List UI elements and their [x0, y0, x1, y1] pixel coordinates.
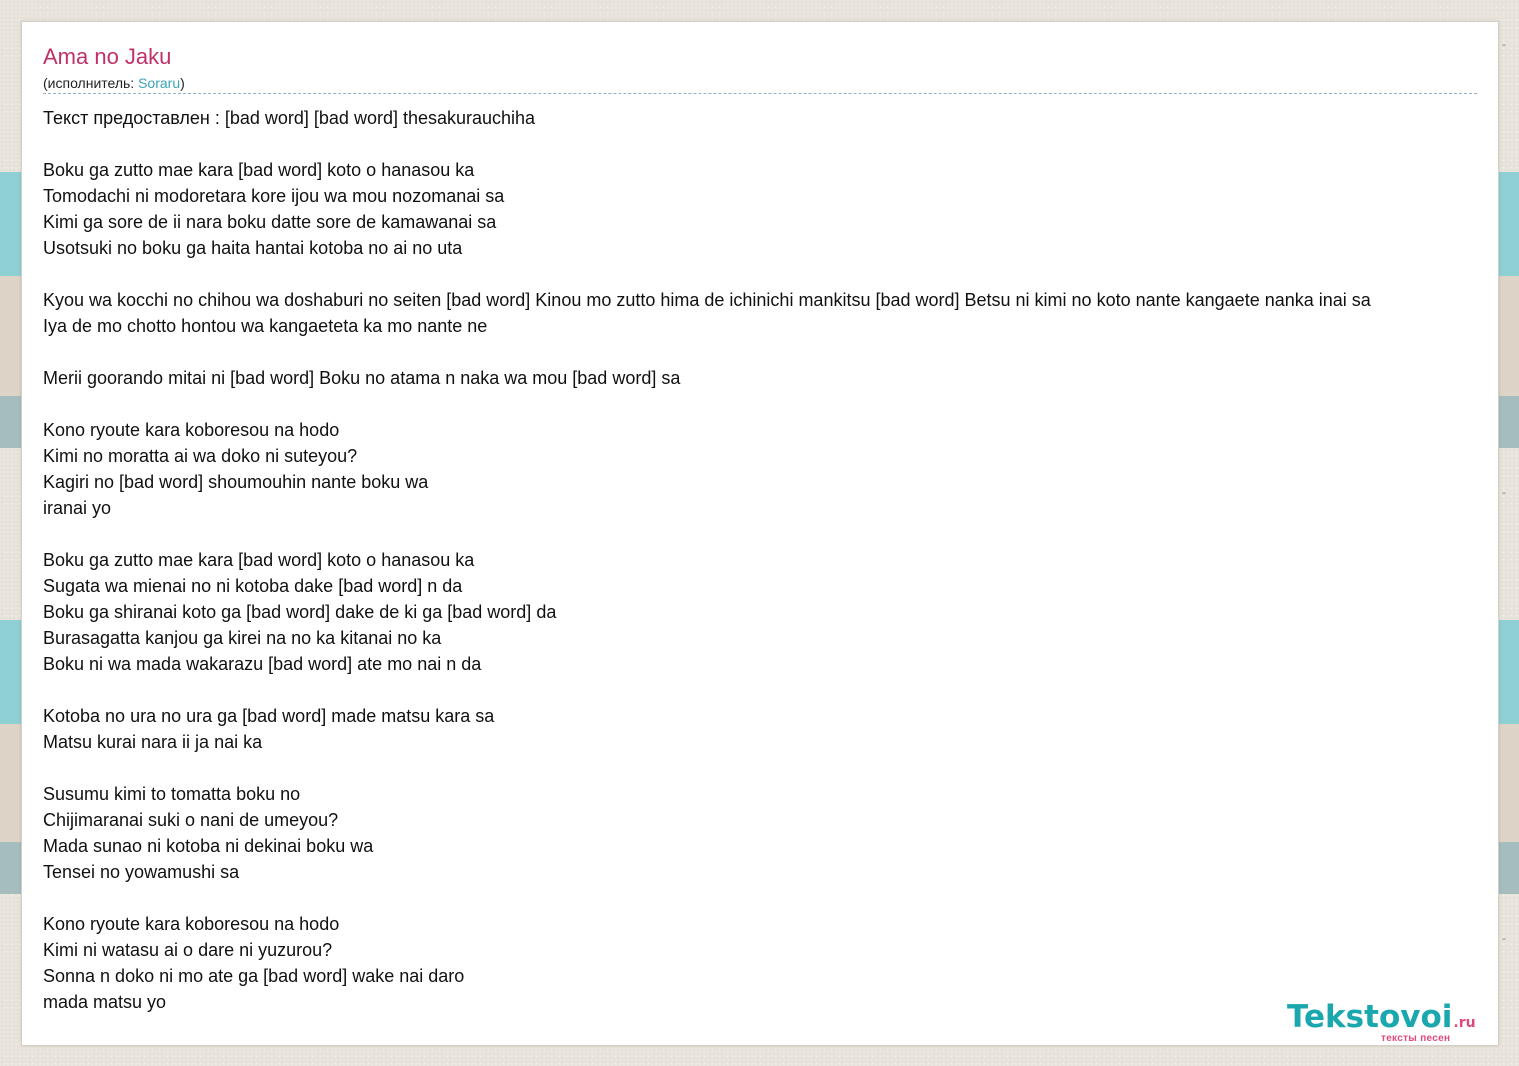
lyric-line: Mada sunao ni kotoba ni dekinai boku wa — [43, 836, 374, 856]
edge-mark: - — [1502, 932, 1506, 945]
lyrics-text — [43, 105, 1499, 1015]
lyric-line: Kagiri no [bad word] shoumouhin nante boku wa — [43, 472, 429, 492]
lyric-line: Kono ryoute kara koboresou na hodo — [43, 420, 340, 440]
lyric-line — [43, 339, 1499, 365]
lyric-line: Boku ni wa mada wakarazu [bad word] ate mo nai n da — [43, 654, 482, 674]
edge-mark: - — [1502, 38, 1506, 51]
lyric-line — [43, 885, 1499, 911]
artist-suffix: ) — [180, 75, 185, 91]
lyric-line: Kimi no moratta ai wa doko ni suteyou? — [43, 446, 358, 466]
lyric-line: Tomodachi ni modoretara kore ijou wa mou nozomanai sa — [43, 186, 505, 206]
lyric-line: Iya de mo chotto hontou wa kangaeteta ka mo nante ne — [43, 316, 488, 336]
lyric-line: Tensei no yowamushi sa — [43, 862, 240, 882]
lyric-line: Текст предоставлен : [bad word] [bad word] thesakurauchiha — [43, 108, 536, 128]
lyric-line: Kimi ga sore de ii nara boku datte sore de kamawanai sa — [43, 212, 497, 232]
lyric-line: Kotoba no ura no ura ga [bad word] made matsu kara sa — [43, 706, 495, 726]
lyric-line — [43, 131, 1499, 157]
site-logo[interactable] — [1287, 1000, 1497, 1044]
lyric-line: Kono ryoute kara koboresou na hodo — [43, 914, 340, 934]
lyric-line: Matsu kurai nara ii ja nai ka — [43, 732, 263, 752]
lyric-line — [43, 677, 1499, 703]
lyric-line: Burasagatta kanjou ga kirei na no ka kitanai no ka — [43, 628, 442, 648]
lyric-line — [43, 261, 1499, 287]
lyric-line: Boku ga zutto mae kara [bad word] koto o hanasou ka — [43, 160, 475, 180]
lyric-line: Sugata wa mienai no ni kotoba dake [bad word] n da — [43, 576, 463, 596]
logo-tagline: тексты песен — [1381, 1033, 1451, 1044]
lyric-line: iranai yo — [43, 498, 112, 518]
lyric-line — [43, 391, 1499, 417]
artist-prefix: (исполнитель: — [43, 75, 139, 91]
lyric-line: mada matsu yo — [43, 992, 167, 1012]
logo-tld: .ru — [1453, 1015, 1476, 1031]
title-divider — [43, 93, 1477, 94]
lyric-line: Susumu kimi to tomatta boku no — [43, 784, 301, 804]
lyric-line — [43, 521, 1499, 547]
lyric-line — [43, 755, 1499, 781]
lyric-line: Boku ga shiranai koto ga [bad word] dake de ki ga [bad word] da — [43, 602, 557, 622]
lyric-line: Kyou wa kocchi no chihou wa doshaburi no seiten [bad word] Kinou mo zutto hima de ichinichi mankitsu [bad word] Betsu ni kimi no koto nante kangaete nanka inai sa — [43, 290, 1371, 310]
song-title: Ama no Jaku — [43, 44, 172, 69]
lyrics-card — [21, 21, 1499, 1046]
artist-link[interactable]: Soraru — [138, 75, 181, 91]
lyric-line: Chijimaranai suki o nani de umeyou? — [43, 810, 339, 830]
lyric-line: Kimi ni watasu ai o dare ni yuzurou? — [43, 940, 333, 960]
artist-line — [43, 74, 185, 92]
lyric-line: Boku ga zutto mae kara [bad word] koto o hanasou ka — [43, 550, 475, 570]
lyric-line: Usotsuki no boku ga haita hantai kotoba no ai no uta — [43, 238, 463, 258]
lyric-line: Merii goorando mitai ni [bad word] Boku no atama n naka wa mou [bad word] sa — [43, 368, 681, 388]
edge-mark: - — [1502, 486, 1506, 499]
lyric-line: Sonna n doko ni mo ate ga [bad word] wake nai daro — [43, 966, 465, 986]
logo-name: Tekstovoi — [1287, 999, 1453, 1035]
